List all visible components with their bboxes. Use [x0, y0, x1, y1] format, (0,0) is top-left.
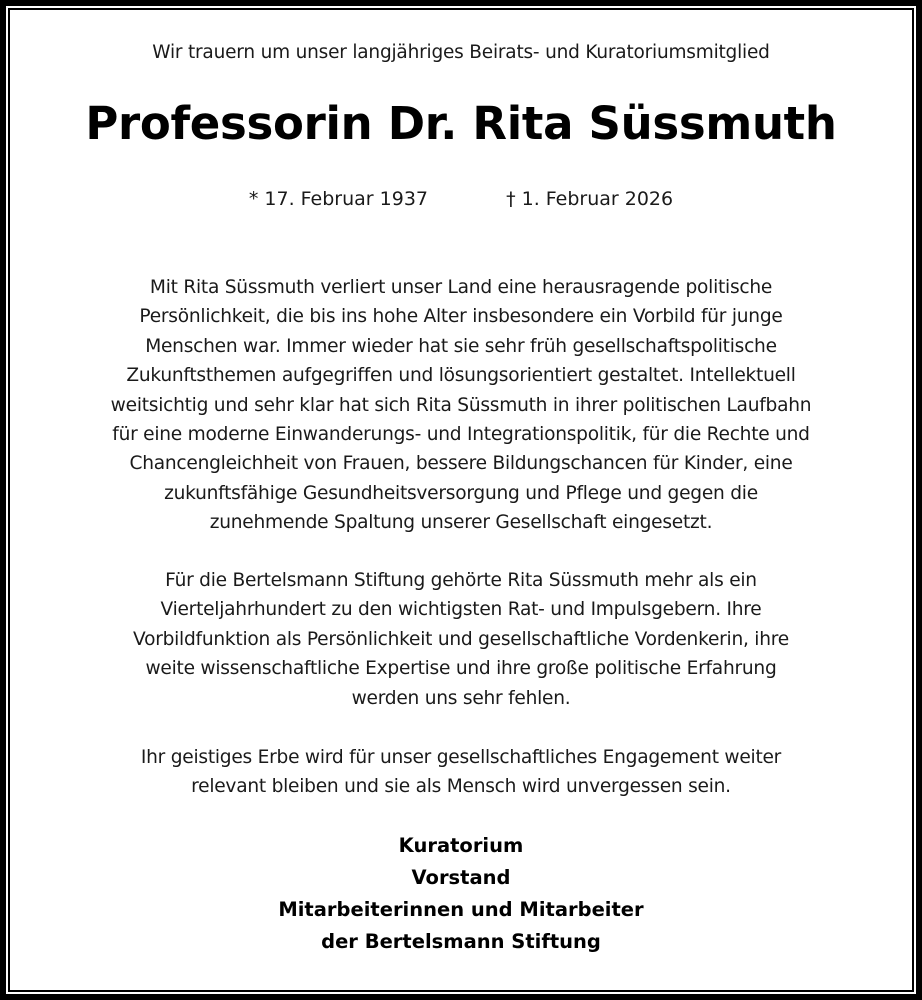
paragraph-line: weitsichtig und sehr klar hat sich Rita Süssmuth in ihrer politischen Laufbahn [110, 394, 812, 416]
signature-line-kuratorium: Kuratorium [398, 834, 524, 857]
intro-text: Wir trauern um unser langjähriges Beirats- und Kuratoriumsmitglied [152, 42, 770, 63]
obituary-notice [10, 10, 912, 990]
paragraph-line: Vorbildfunktion als Persönlichkeit und gesellschaftliche Vordenkerin, ihre [133, 628, 789, 650]
paragraph-line: werden uns sehr fehlen. [351, 687, 571, 709]
signature-line-organization: der Bertelsmann Stiftung [321, 930, 601, 953]
signature-line-staff: Mitarbeiterinnen und Mitarbeiter [278, 898, 644, 921]
paragraph-line: Mit Rita Süssmuth verliert unser Land eine herausragende politische [149, 277, 773, 298]
signature-block [10, 830, 912, 958]
deceased-name: Professorin Dr. Rita Süssmuth [85, 97, 837, 150]
death-date: † 1. Februar 2026 [506, 188, 674, 210]
paragraph-line: zukunftsfähige Gesundheitsversorgung und Pflege und gegen die [164, 482, 758, 504]
paragraph-line: weite wissenschaftliche Expertise und ihre große politische Erfahrung [145, 658, 777, 680]
paragraph-line: Ihr geistiges Erbe wird für unser gesellschaftliches Engagement weiter [140, 747, 782, 768]
tribute-paragraph-1 [10, 273, 912, 538]
signature-line-vorstand: Vorstand [411, 866, 511, 889]
paragraph-line: Für die Bertelsmann Stiftung gehörte Rita Süssmuth mehr als ein [165, 570, 757, 591]
birth-date: * 17. Februar 1937 [248, 188, 429, 210]
paragraph-line: Zukunftsthemen aufgegriffen und lösungsorientiert gestaltet. Intellektuell [126, 365, 796, 387]
paragraph-line: für eine moderne Einwanderungs- und Integrationspolitik, für die Rechte und [112, 424, 810, 446]
tribute-paragraph-3 [10, 743, 912, 802]
paragraph-line: Menschen war. Immer wieder hat sie sehr früh gesellschaftspolitische [145, 335, 777, 357]
tribute-paragraph-2 [10, 566, 912, 713]
paragraph-line: Chancengleichheit von Frauen, bessere Bildungschancen für Kinder, eine [129, 453, 793, 475]
paragraph-line: relevant bleiben und sie als Mensch wird unvergessen sein. [191, 776, 731, 798]
paragraph-line: Persönlichkeit, die bis ins hohe Alter insbesondere ein Vorbild für junge [139, 306, 783, 328]
paragraph-line: zunehmende Spaltung unserer Gesellschaft eingesetzt. [209, 512, 713, 534]
paragraph-line: Vierteljahrhundert zu den wichtigsten Rat- und Impulsgebern. Ihre [160, 599, 762, 621]
life-dates [10, 186, 912, 212]
